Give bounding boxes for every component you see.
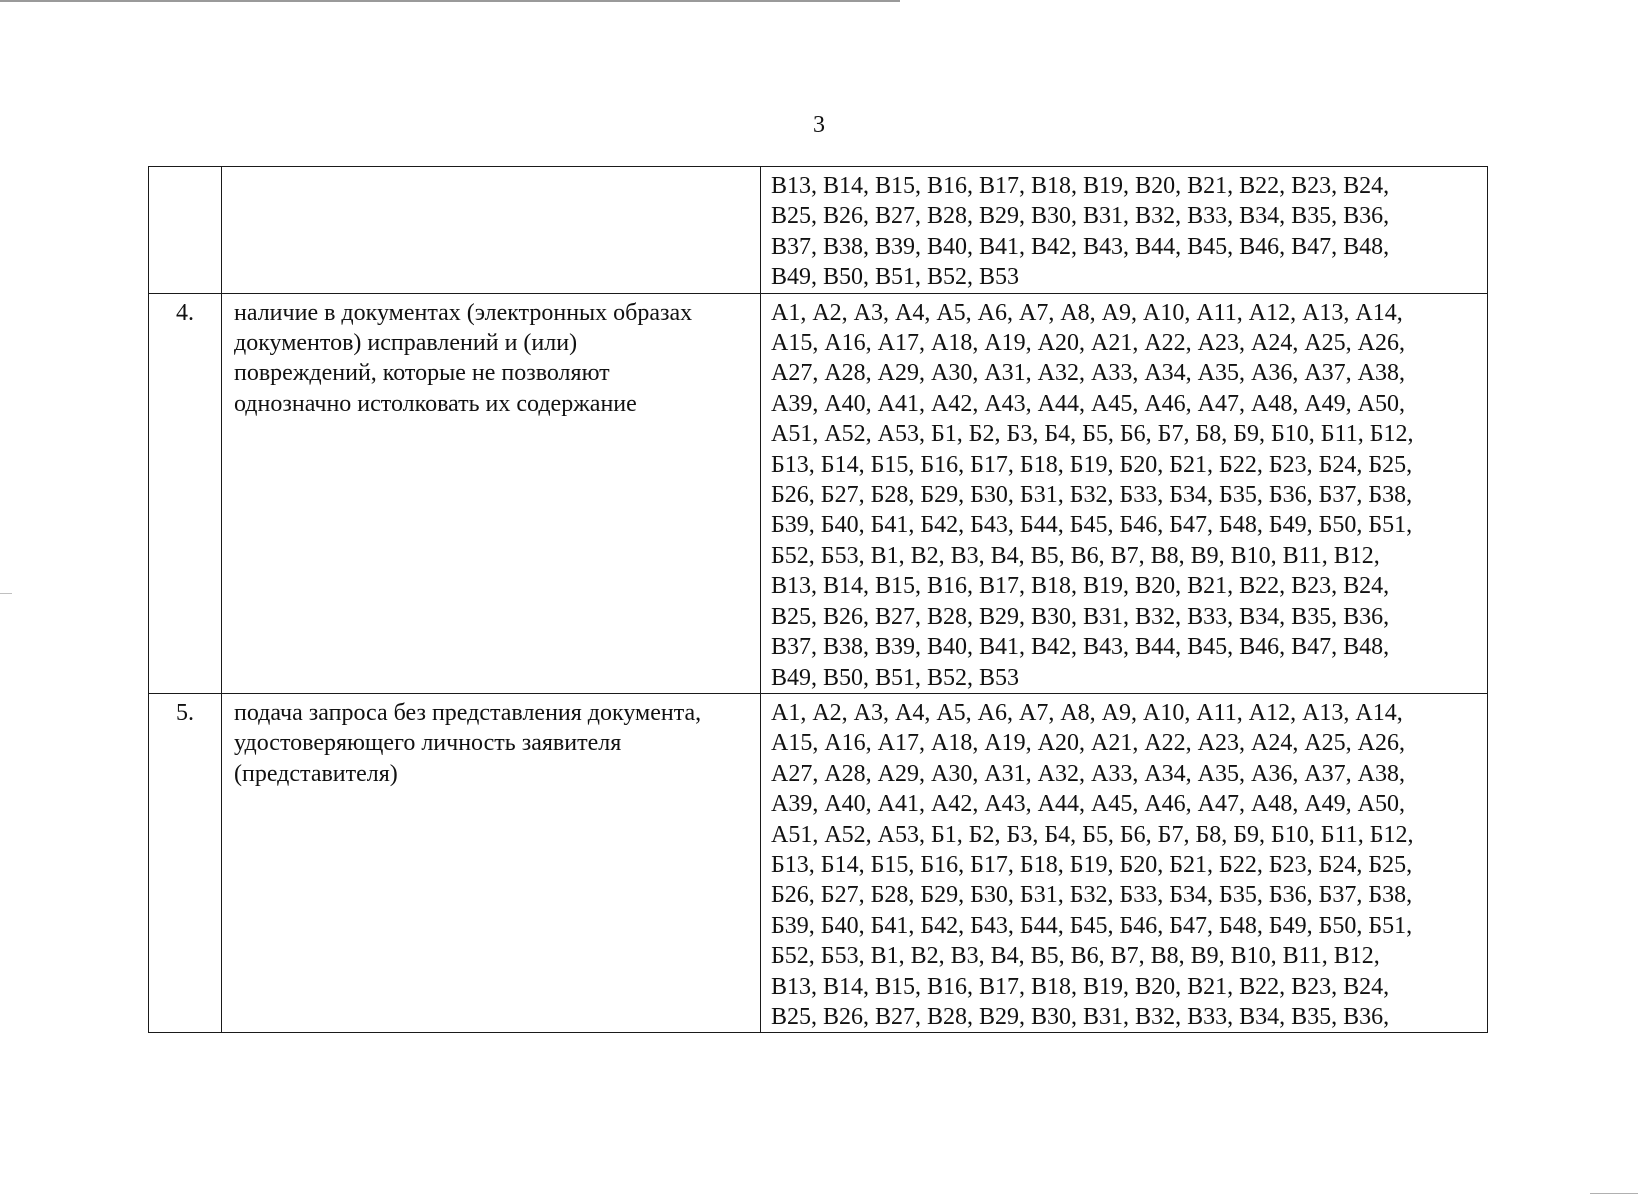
text-line: документов) исправлений и (или) xyxy=(234,330,578,357)
row-number: 5. xyxy=(176,699,194,726)
text-line: повреждений, которые не позволяют xyxy=(234,360,610,387)
text-line: А51, А52, А53, Б1, Б2, Б3, Б4, Б5, Б6, Б7, Б8, Б9, Б10, Б11, Б12, xyxy=(771,821,1414,848)
text-line: В37, В38, В39, В40, В41, В42, В43, В44, В45, В46, В47, В48, xyxy=(771,233,1390,260)
text-line: В49, В50, В51, В52, В53 xyxy=(771,664,1020,691)
text-line: Б39, Б40, Б41, Б42, Б43, Б44, Б45, Б46, Б47, Б48, Б49, Б50, Б51, xyxy=(771,912,1413,939)
text-line: А39, А40, А41, А42, А43, А44, А45, А46, А47, А48, А49, А50, xyxy=(771,390,1405,417)
text-line: Б26, Б27, Б28, Б29, Б30, Б31, Б32, Б33, Б34, Б35, Б36, Б37, Б38, xyxy=(771,882,1413,909)
codes-text xyxy=(761,167,1487,293)
text-line: А39, А40, А41, А42, А43, А44, А45, А46, А47, А48, А49, А50, xyxy=(771,791,1405,818)
text-line: В13, В14, В15, В16, В17, В18, В19, В20, В21, В22, В23, В24, xyxy=(771,573,1390,600)
codes-cell xyxy=(761,293,1488,693)
table-row xyxy=(149,167,1488,294)
description-text xyxy=(222,294,760,420)
text-line: В49, В50, В51, В52, В53 xyxy=(771,264,1020,291)
text-line: Б13, Б14, Б15, Б16, Б17, Б18, Б19, Б20, Б21, Б22, Б23, Б24, Б25, xyxy=(771,451,1413,478)
text-line: А27, А28, А29, А30, А31, А32, А33, А34, А35, А36, А37, А38, xyxy=(771,360,1405,387)
text-line: удостоверяющего личность заявителя xyxy=(234,730,622,757)
text-line: В37, В38, В39, В40, В41, В42, В43, В44, В45, В46, В47, В48, xyxy=(771,634,1390,661)
scan-mark-left xyxy=(0,593,12,594)
description-cell xyxy=(222,293,761,693)
text-line: Б52, Б53, В1, В2, В3, В4, В5, В6, В7, В8, В9, В10, В11, В12, xyxy=(771,542,1380,569)
codes-cell xyxy=(761,167,1488,294)
text-line: А15, А16, А17, А18, А19, А20, А21, А22, А23, А24, А25, А26, xyxy=(771,330,1405,357)
text-line: В13, В14, В15, В16, В17, В18, В19, В20, В21, В22, В23, В24, xyxy=(771,973,1390,1000)
description-cell xyxy=(222,693,761,1032)
text-line: Б26, Б27, Б28, Б29, Б30, Б31, Б32, Б33, Б34, Б35, Б36, Б37, Б38, xyxy=(771,482,1413,509)
text-line: В13, В14, В15, В16, В17, В18, В19, В20, В21, В22, В23, В24, xyxy=(771,173,1390,199)
table-row xyxy=(149,693,1488,1032)
codes-text xyxy=(761,294,1487,693)
row-number: 4. xyxy=(176,299,194,326)
text-line: А1, А2, А3, А4, А5, А6, А7, А8, А9, А10, А11, А12, А13, А14, xyxy=(771,299,1403,326)
description-text xyxy=(222,167,760,171)
row-number-cell xyxy=(149,693,222,1032)
requirements-table xyxy=(148,166,1488,1033)
text-line: А51, А52, А53, Б1, Б2, Б3, Б4, Б5, Б6, Б7, Б8, Б9, Б10, Б11, Б12, xyxy=(771,421,1414,448)
codes-cell xyxy=(761,693,1488,1032)
codes-text xyxy=(761,694,1487,1032)
text-line: В25, В26, В27, В28, В29, В30, В31, В32, В33, В34, В35, В36, xyxy=(771,203,1390,230)
text-line: однозначно истолковать их содержание xyxy=(234,390,637,417)
row-number-cell xyxy=(149,293,222,693)
row-number xyxy=(149,167,221,171)
text-line: В25, В26, В27, В28, В29, В30, В31, В32, В33, В34, В35, В36, xyxy=(771,1003,1390,1030)
text-line: А1, А2, А3, А4, А5, А6, А7, А8, А9, А10, А11, А12, А13, А14, xyxy=(771,699,1403,726)
text-line: А27, А28, А29, А30, А31, А32, А33, А34, А35, А36, А37, А38, xyxy=(771,760,1405,787)
page-number: 3 xyxy=(813,112,825,138)
text-line: Б39, Б40, Б41, Б42, Б43, Б44, Б45, Б46, Б47, Б48, Б49, Б50, Б51, xyxy=(771,512,1413,539)
row-number-cell xyxy=(149,167,222,294)
table-row xyxy=(149,293,1488,693)
description-cell xyxy=(222,167,761,294)
text-line: наличие в документах (электронных образах xyxy=(234,299,693,326)
description-text xyxy=(222,694,760,789)
text-line: Б52, Б53, В1, В2, В3, В4, В5, В6, В7, В8, В9, В10, В11, В12, xyxy=(771,943,1380,970)
text-line: Б13, Б14, Б15, Б16, Б17, Б18, Б19, Б20, Б21, Б22, Б23, Б24, Б25, xyxy=(771,851,1413,878)
scan-mark-bottom-right xyxy=(1590,1193,1638,1194)
text-line: (представителя) xyxy=(234,760,398,787)
text-line: В25, В26, В27, В28, В29, В30, В31, В32, В33, В34, В35, В36, xyxy=(771,603,1390,630)
scan-edge-top xyxy=(0,0,900,2)
table-body xyxy=(149,167,1488,1033)
text-line: подача запроса без представления документа, xyxy=(234,699,702,726)
text-line: А15, А16, А17, А18, А19, А20, А21, А22, А23, А24, А25, А26, xyxy=(771,730,1405,757)
